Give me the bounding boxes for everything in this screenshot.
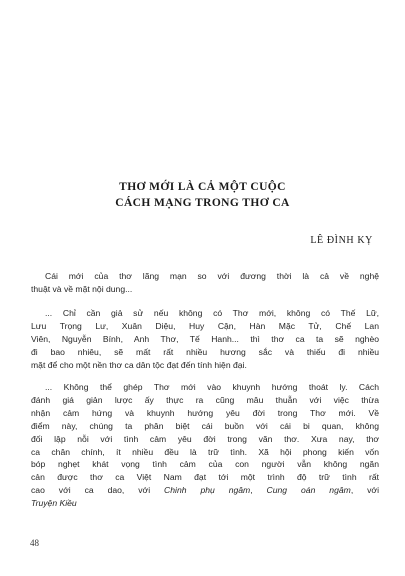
article-title-line-1: THƠ MỚI LÀ CẢ MỘT CUỘC [119,181,286,193]
text-line: Lưu Trọng Lư, Xuân Diệu, Huy Cận, Hàn Mặc Tử, Chế Lan [31,320,379,331]
text-line: đi bao nhiêu, sẽ mất rất nhiều hương sắc và thiếu đi nhiều [31,346,379,357]
article-author: LÊ ĐÌNH KỴ [310,235,373,246]
text-line: Cái mới của thơ lãng mạn so với đương thời là cả về nghệ [45,271,379,281]
text-line: nhận cảm hứng và khuynh hướng yêu đời trong Thơ mới. Về [31,407,379,418]
text-run: , với [350,485,379,496]
text-run: cao với ca dao, với [31,485,165,496]
text-line: ca chân chính, ít nhiều đều là trữ tình. Xã hội phong kiến vốn [31,446,379,457]
text-line: điểm này, chúng ta phân biệt cái buồn với cái bi quan, không [31,420,379,431]
work-title-truyen-kieu: Truyện Kiều [31,498,77,509]
text-line: thuật và về mặt nội dung... [31,283,133,294]
article-title-line-2: CÁCH MẠNG TRONG THƠ CA [115,197,290,209]
text-line: đánh giá giản lược ấy thực ra cũng mâu thuẫn với việc thừa [31,394,379,405]
text-line: mặt để cho một nền thơ ca dân tộc đạt đến tính hiện đại. [31,359,247,370]
paragraph-3 [31,381,379,510]
text-line-with-titles [31,484,379,497]
text-line [31,497,379,510]
paragraph-1 [31,270,379,296]
paragraph-2 [31,307,379,372]
text-line: Viên, Nguyễn Bính, Anh Thơ, Tế Hanh... thì thơ ca ta sẽ nghèo [31,333,379,344]
text-run: , [250,485,267,496]
text-line: ... Không thể ghép Thơ mới vào khuynh hướng thoát ly. Cách [45,382,379,392]
text-line: cản được thơ ca Việt Nam đạt tới một trình độ trữ tình rất [31,472,379,483]
work-title-cung-oan-ngam: Cung oán ngâm [266,485,351,496]
text-line: đối lập nỗi với tình cảm yêu đời trong văn thơ. Xưa nay, thơ [31,433,379,444]
text-line: bóp nghẹt khát vọng tình cảm của con người vẫn không ngăn [31,459,379,470]
page-number: 48 [30,538,39,548]
text-line: ... Chỉ cần giả sử nếu không có Thơ mới, không có Thế Lữ, [45,308,379,318]
work-title-chinh-phu-ngam: Chinh phụ ngâm [164,485,251,496]
